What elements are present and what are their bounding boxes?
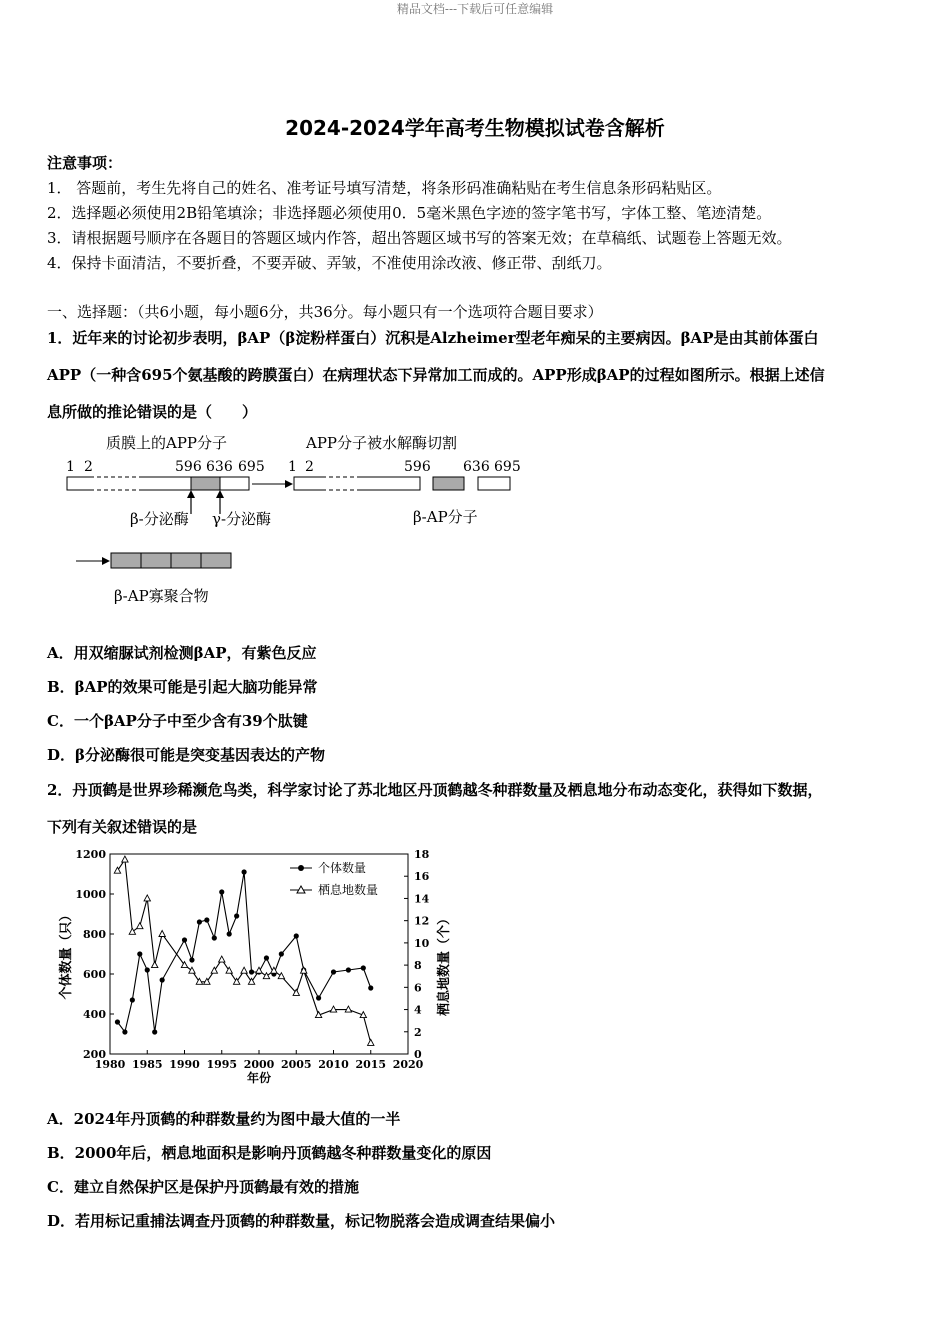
y-right-tick-label: 4 — [414, 1003, 422, 1017]
notes-heading: 注意事项： — [47, 154, 123, 172]
data-point-habitat — [144, 895, 150, 901]
q2-option-a: A．2024年丹顶鹤的种群数量约为图中最大值的一半 — [47, 1110, 401, 1128]
data-point-habitat — [159, 931, 165, 937]
q2-option-c: C．建立自然保护区是保护丹顶鹤最有效的措施 — [47, 1178, 359, 1196]
app-fragment-c — [478, 477, 510, 490]
q1-option-a: A．用双缩脲试剂检测βAP，有紫色反应 — [47, 644, 317, 662]
beta-secretase-arrow-icon — [187, 490, 195, 498]
beta-ap-molecule-label: β-AP分子 — [413, 508, 478, 526]
y-right-tick-label: 10 — [414, 936, 430, 950]
data-point-count — [212, 935, 217, 940]
y-left-tick-label: 600 — [83, 968, 106, 981]
label-membrane-app: 质膜上的APP分子 — [106, 434, 228, 452]
y-right-tick-label: 0 — [414, 1048, 422, 1061]
data-point-habitat — [219, 956, 225, 962]
num-1: 1 — [66, 459, 75, 475]
q1-text: APP（一种含695个氨基酸的跨膜蛋白）在病理状态下异常加工而成的。APP形成βAP的过程如图所示。根据上述信 — [47, 366, 825, 384]
x-tick-label: 2005 — [280, 1058, 312, 1071]
num-2: 2 — [84, 459, 93, 475]
data-point-count — [160, 977, 165, 982]
beta-ap-region — [191, 477, 220, 490]
legend-label-count: 个体数量 — [318, 861, 367, 875]
q2-option-b: B．2000年后，栖息地面积是影响丹顶鹤越冬种群数量变化的原因 — [47, 1144, 492, 1162]
y-right-tick-label: 12 — [414, 914, 430, 928]
data-point-habitat — [189, 967, 195, 973]
legend-label-habitat: 栖息地数量 — [318, 883, 379, 897]
data-point-count — [294, 933, 299, 938]
beta-secretase-label: β-分泌酶 — [130, 510, 189, 528]
data-point-habitat — [241, 967, 247, 973]
x-tick-label: 2015 — [355, 1058, 387, 1071]
num-2-cut: 2 — [305, 459, 314, 475]
data-point-count — [137, 951, 142, 956]
num-596-cut: 596 — [404, 459, 431, 475]
y-right-tick-label: 2 — [414, 1025, 422, 1039]
crane-population-chart — [50, 842, 470, 1087]
notes-item: 3．请根据题号顺序在各题目的答题区域内作答，超出答题区域书写的答案无效；在草稿纸、试题卷上答题无效。 — [47, 229, 792, 247]
data-point-habitat — [152, 962, 158, 968]
gamma-secretase-label: γ-分泌酶 — [212, 510, 272, 528]
y-left-tick-label: 1000 — [75, 888, 106, 901]
chart-axes — [75, 848, 429, 1071]
app-process-diagram — [60, 428, 540, 608]
num-1-cut: 1 — [288, 459, 297, 475]
y-right-tick-label: 18 — [414, 848, 430, 861]
app-fragment-n — [294, 477, 420, 490]
q2-text: 2．丹顶鹤是世界珍稀濒危鸟类，科学家讨论了苏北地区丹顶鹤越冬种群数量及栖息地分布动态变化，获得如下数据， — [47, 781, 823, 799]
data-point-habitat — [137, 923, 143, 929]
data-point-count — [361, 965, 366, 970]
q2-text: 下列有关叙述错误的是 — [47, 818, 198, 836]
y-left-tick-label: 200 — [83, 1048, 106, 1061]
q1-option-d: D．β分泌酶很可能是突变基因表达的产物 — [47, 746, 325, 764]
notes-item: 1． 答题前，考生先将自己的姓名、准考证号填写清楚，将条形码准确粘贴在考生信息条形码粘贴区。 — [47, 179, 722, 197]
oligomer-unit — [111, 553, 141, 568]
num-695: 695 — [238, 459, 265, 475]
x-tick-label: 1980 — [94, 1058, 126, 1071]
data-point-count — [227, 931, 232, 936]
x-tick-label: 1985 — [131, 1058, 163, 1071]
label-cut: APP分子被水解酶切割 — [306, 434, 458, 452]
data-point-count — [197, 919, 202, 924]
data-point-count — [122, 1029, 127, 1034]
data-point-count — [130, 997, 135, 1002]
notes-item: 2．选择题必须使用2B铅笔填涂；非选择题必须使用0．5毫米黑色字迹的签字笔书写，字体工整、笔迹清楚。 — [47, 204, 772, 222]
gamma-secretase-arrow-icon — [216, 490, 224, 498]
chart-legend — [290, 860, 378, 897]
num-636-cut: 636 — [463, 459, 490, 475]
header-note: 精品文档---下载后可任意编辑 — [396, 2, 554, 16]
process-arrow-icon — [285, 480, 293, 488]
y-right-tick-label: 14 — [414, 892, 430, 906]
x-tick-label: 2000 — [243, 1058, 275, 1071]
x-tick-label: 2020 — [392, 1058, 424, 1071]
num-636: 636 — [206, 459, 233, 475]
notes-item: 4．保持卡面清洁，不要折叠，不要弄破、弄皱，不准使用涂改液、修正带、刮纸刀。 — [47, 254, 612, 272]
data-point-count — [249, 969, 254, 974]
data-point-habitat — [263, 973, 269, 979]
section-heading: 一、选择题：（共6小题，每小题6分，共36分。每小题只有一个选项符合题目要求） — [47, 303, 603, 321]
data-point-count — [234, 913, 239, 918]
data-point-count — [145, 967, 150, 972]
x-tick-label: 1995 — [206, 1058, 238, 1071]
num-596: 596 — [175, 459, 202, 475]
data-point-count — [264, 955, 269, 960]
data-point-count — [242, 869, 247, 874]
y-left-tick-label: 1200 — [75, 848, 106, 861]
oligomer-unit — [141, 553, 171, 568]
q1-text: 息所做的推论错误的是（ ） — [47, 403, 258, 421]
oligomer-unit — [171, 553, 201, 568]
oligomer-unit — [201, 553, 231, 568]
x-tick-label: 1990 — [169, 1058, 200, 1071]
page-title: 2024-2024学年高考生物模拟试卷含解析 — [285, 116, 665, 140]
data-point-count — [368, 985, 373, 990]
data-point-habitat — [278, 973, 284, 979]
beta-ap-fragment — [433, 477, 464, 490]
data-point-habitat — [368, 1039, 374, 1045]
legend-marker-count-icon — [298, 865, 304, 871]
data-point-count — [279, 951, 284, 956]
num-695-cut: 695 — [494, 459, 521, 475]
y-left-tick-label: 800 — [83, 928, 106, 941]
data-point-count — [331, 969, 336, 974]
data-point-habitat — [122, 856, 128, 862]
oligomer-arrow-icon — [102, 557, 110, 565]
y-left-tick-label: 400 — [83, 1008, 106, 1021]
data-point-count — [346, 967, 351, 972]
y-right-tick-label: 8 — [414, 959, 422, 973]
x-tick-label: 2010 — [318, 1058, 349, 1071]
q1-text: 1．近年来的讨论初步表明，βAP（β淀粉样蛋白）沉积是Alzheimer型老年痴呆的主要病因。βAP是由其前体蛋白 — [47, 329, 819, 347]
y-axis-left-label: 个体数量（只） — [59, 908, 74, 1000]
y-right-tick-label: 6 — [414, 981, 422, 995]
x-axis-label: 年份 — [246, 1071, 272, 1085]
data-point-count — [316, 995, 321, 1000]
oligomer-label: β-AP寡聚合物 — [114, 587, 209, 605]
data-point-count — [189, 957, 194, 962]
data-point-count — [152, 1029, 157, 1034]
data-point-count — [115, 1019, 120, 1024]
y-axis-right-label: 栖息地数量（个） — [437, 911, 452, 1017]
q2-option-d: D．若用标记重捕法调查丹顶鹤的种群数量，标记物脱落会造成调查结果偏小 — [47, 1212, 556, 1230]
q1-option-b: B．βAP的效果可能是引起大脑功能异常 — [47, 678, 318, 696]
app-molecule-bar — [67, 477, 249, 490]
data-point-habitat — [129, 928, 135, 934]
y-right-tick-label: 16 — [414, 870, 430, 884]
data-point-count — [204, 917, 209, 922]
q1-option-c: C．一个βAP分子中至少含有39个肽键 — [47, 712, 308, 730]
data-point-count — [182, 937, 187, 942]
data-point-count — [219, 889, 224, 894]
